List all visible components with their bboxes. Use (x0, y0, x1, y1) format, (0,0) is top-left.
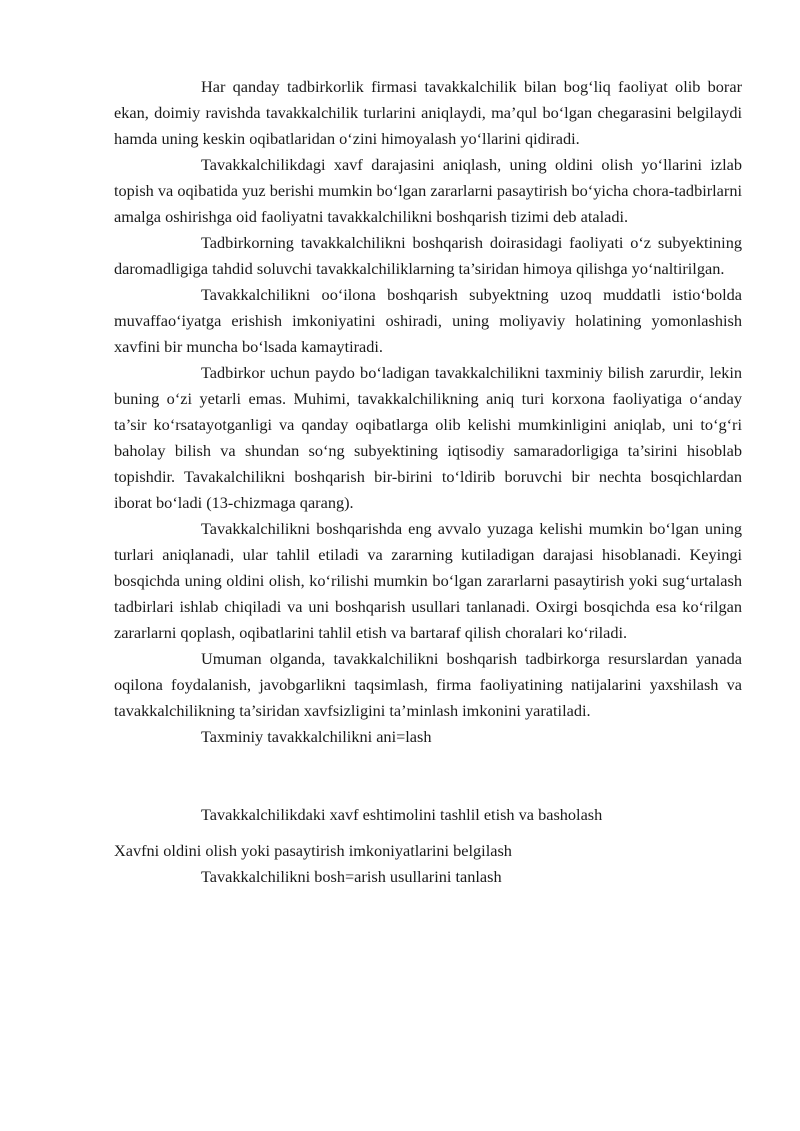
paragraph-7: Umuman olganda, tavakkalchilikni boshqarish tadbirkorga resurslardan yanada oqilona foydalanish, javobgarlikni taqsimlash, firma faoliyatining natijalarini yaxshilash va tavakkalchilikning ta’siridan xavfsizligini ta’minlash imkonini yaratiladi. (114, 649, 742, 720)
paragraph-6: Tavakkalchilikni boshqarishda eng avvalo yuzaga kelishi mumkin bo‘lgan uning turlari aniqlanadi, ular tahlil etiladi va zararning kutiladigan darajasi hisoblanadi. Keyingi bosqichda uning oldini olish, ko‘rilishi mumkin bo‘lgan zararlarni pasaytirish yoki sug‘urtalash tadbirlari ishlab chiqiladi va uni boshqarish usullari tanlanadi. Oxirgi bosqichda esa ko‘rilgan zararlarni qoplash, oqibatlarini tahlil etish va bartaraf qilish choralari ko‘riladi. (114, 519, 742, 642)
paragraph-4: Tavakkalchilikni oo‘ilona boshqarish subyektning uzoq muddatli istio‘bolda muvaffao‘iyatga erishish imkoniyatini oshiradi, uning moliyaviy holatining yomonlashish xavfini bir muncha bo‘lsada kamaytiradi. (114, 285, 742, 356)
diagram-step-1: Taxminiy tavakkalchilikni ani=lash (201, 727, 432, 746)
paragraph-2: Tavakkalchilikdagi xavf darajasini aniqlash, uning oldini olish yo‘llarini izlab topish va oqibatida yuz berishi mumkin bo‘lgan zararlarni pasaytirish bo‘yicha chora-tadbirlarni amalga oshirishga oid faoliyatni tavakkalchilikni boshqarish tizimi deb ataladi. (114, 155, 742, 226)
diagram-step-2: Tavakkalchilikdaki xavf eshtimolini tashlil etish va basholash (201, 805, 603, 824)
diagram-gap (114, 750, 742, 802)
diagram-step-3: Xavfni oldini olish yoki pasaytirish imkoniyatlarini belgilash (114, 841, 512, 860)
paragraph-1: Har qanday tadbirkorlik firmasi tavakkalchilik bilan bog‘liq faoliyat olib borar ekan, doimiy ravishda tavakkalchilik turlarini aniqlaydi, ma’qul bo‘lgan chegarasini belgilaydi hamda uning keskin oqibatlaridan o‘zini himoyalash yo‘llarini qidiradi. (114, 77, 742, 148)
document-page (114, 74, 742, 890)
paragraph-5: Tadbirkor uchun paydo bo‘ladigan tavakkalchilikni taxminiy bilish zarurdir, lekin buning o‘zi yetarli emas. Muhimi, tavakkalchilikning aniq turi korxona faoliyatiga o‘anday ta’sir ko‘rsatayotganligi va qanday oqibatlarga olib kelishi mumkinligini aniqlab, uni to‘g‘ri baholay bilish va shundan so‘ng subyektining iqtisodiy samaradorligiga ta’sirini hisoblab topishdir. Tavakalchilikni boshqarish bir-birini to‘ldirib boruvchi bir nechta bosqichlardan iborat bo‘ladi (13-chizmaga qarang). (114, 363, 742, 512)
paragraph-3: Tadbirkorning tavakkalchilikni boshqarish doirasidagi faoliyati o‘z subyektining daromadligiga tahdid soluvchi tavakkalchiliklarning ta’siridan himoya qilishga yo‘naltirilgan. (114, 233, 742, 278)
diagram-gap (114, 828, 742, 838)
diagram-step-4: Tavakkalchilikni bosh=arish usullarini tanlash (201, 867, 502, 886)
